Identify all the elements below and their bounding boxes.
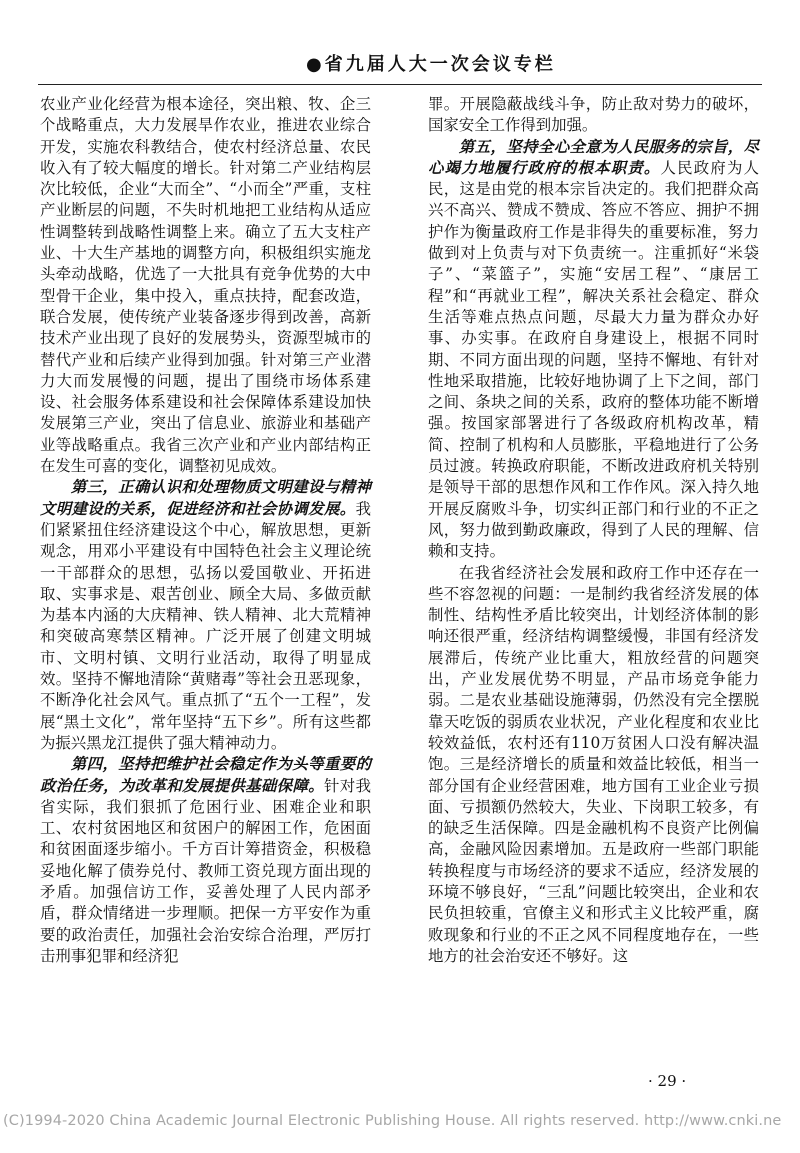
paragraph-lead: 第五，坚持全心全意为人民服务的宗旨，尽心竭力地履行政府的根本职责。 <box>428 137 759 177</box>
right-column <box>428 94 759 967</box>
left-column <box>40 94 371 967</box>
paragraph: 农业产业化经营为根本途径，突出粮、牧、企三个战略重点，大力发展旱作农业，推进农业综合开发，实施农科教结合，使农村经济总量、农民收入有了较大幅度的增长。针对第二产业结构层次比较低，企业“大而全”、“小而全”严重，支柱产业断层的问题，不失时机地把工业结构从适应性调整转到战略性调整上来。确立了五大支柱产业、十大生产基地的调整方向，积极组织实施龙头牵动战略，优选了一大批具有竞争优势的大中型骨干企业，集中投入，重点扶持，配套改造，联合发展，使传统产业装备逐步得到改善，高新技术产业出现了良好的发展势头，资源型城市的替代产业和后续产业得到加强。针对第三产业潜力大而发展慢的问题，提出了围绕市场体系建设、社会服务体系建设和社会保障体系建设加快发展第三产业，突出了信息业、旅游业和基础产业等战略重点。我省三次产业和产业内部结构正在发生可喜的变化，调整初见成效。 <box>40 95 371 476</box>
paragraph: 罪。开展隐蔽战线斗争，防止敌对势力的破坏，国家安全工作得到加强。 <box>428 95 759 135</box>
page-number: · 29 · <box>648 1072 687 1090</box>
header-divider <box>38 84 762 85</box>
paragraph-lead: 第四，坚持把维护社会稳定作为头等重要的政治任务，为改革和发展提供基础保障。 <box>40 755 371 795</box>
column-title: ●省九届人大一次会议专栏 <box>306 54 556 75</box>
paragraph: 在我省经济社会发展和政府工作中还存在一些不容忽视的问题：一是制约我省经济发展的体制性、结构性矛盾比较突出，计划经济体制的影响还很严重，经济结构调整缓慢，非国有经济发展滞后，传统产业比重大，粗放经营的问题突出，产业发展优势不明显，产品市场竞争能力弱。二是农业基础设施薄弱，仍然没有完全摆脱靠天吃饭的弱质农业状况，产业化程度和农业比较效益低，农村还有110万贫困人口没有解决温饱。三是经济增长的质量和效益比较低，相当一部分国有企业经营困难，地方国有工业企业亏损面、亏损额仍然较大，失业、下岗职工较多，有的缺乏生活保障。四是金融机构不良资产比例偏高，金融风险因素增加。五是政府一些部门职能转换程度与市场经济的要求不适应，经济发展的环境不够良好，“三乱”问题比较突出，企业和农民负担较重，官僚主义和形式主义比较严重，腐败现象和行业的不正之风不同程度地存在，一些地方的社会治安还不够好。这 <box>428 563 759 965</box>
paragraph-lead: 第三，正确认识和处理物质文明建设与精神文明建设的关系，促进经济和社会协调发展。 <box>40 478 371 518</box>
paragraph-body: 我们紧紧扭住经济建设这个中心，解放思想，更新观念，用邓小平建设有中国特色社会主义理论统一干部群众的思想，弘扬以爱国敬业、开拓进取、实事求是、艰苦创业、顾全大局、多做贡献为基本内涵的大庆精神、铁人精神、北大荒精神和突破高寒禁区精神。广泛开展了创建文明城市、文明村镇、文明行业活动，取得了明显成效。坚持不懈地清除“黄赌毒”等社会丑恶现象，不断净化社会风气。重点抓了“五个一工程”，发展“黑土文化”，常年坚持“五下乡”。所有这些都为振兴黑龙江提供了强大精神动力。 <box>40 499 371 752</box>
paragraph <box>40 477 371 754</box>
copyright-footer: (C)1994-2020 China Academic Journal Electronic Publishing House. All rights reserved. http://www.cnki.ne <box>3 1113 782 1129</box>
paragraph-body: 人民政府为人民，这是由党的根本宗旨决定的。我们把群众高兴不高兴、赞成不赞成、答应不答应、拥护不拥护作为衡量政府工作是非得失的重要标准，努力做到对上负责与对下负责统一。注重抓好“米袋子”、“菜篮子”，实施“安居工程”、“康居工程”和“再就业工程”，解决关系社会稳定、群众生活等难点热点问题，尽最大力量为群众办好事、办实事。在政府自身建设上，根据不同时期、不同方面出现的问题，坚持不懈地、有针对性地采取措施，比较好地协调了上下之间，部门之间、条块之间的关系，政府的整体功能不断增强。按国家部署进行了各级政府机构改革，精简、控制了机构和人员膨胀，平稳地进行了公务员过渡。转换政府职能，不断改进政府机关特别是领导干部的思想作风和工作作风。深入持久地开展反腐败斗争，切实纠正部门和行业的不正之风，努力做到勤政廉政，得到了人民的理解、信赖和支持。 <box>428 158 759 561</box>
paragraph <box>40 754 371 967</box>
paragraph <box>428 137 759 563</box>
page-header <box>0 50 800 74</box>
paragraph-body: 针对我省实际，我们狠抓了危困行业、困难企业和职工、农村贫困地区和贫困户的解困工作，危困面和贫困面逐步缩小。千方百计筹措资金，积极稳妥地化解了债券兑付、教师工资兑现方面出现的矛盾。加强信访工作，妥善处理了人民内部矛盾，群众情绪进一步理顺。把保一方平安作为重要的政治责任，加强社会治安综合治理，严厉打击刑事犯罪和经济犯 <box>40 776 371 965</box>
